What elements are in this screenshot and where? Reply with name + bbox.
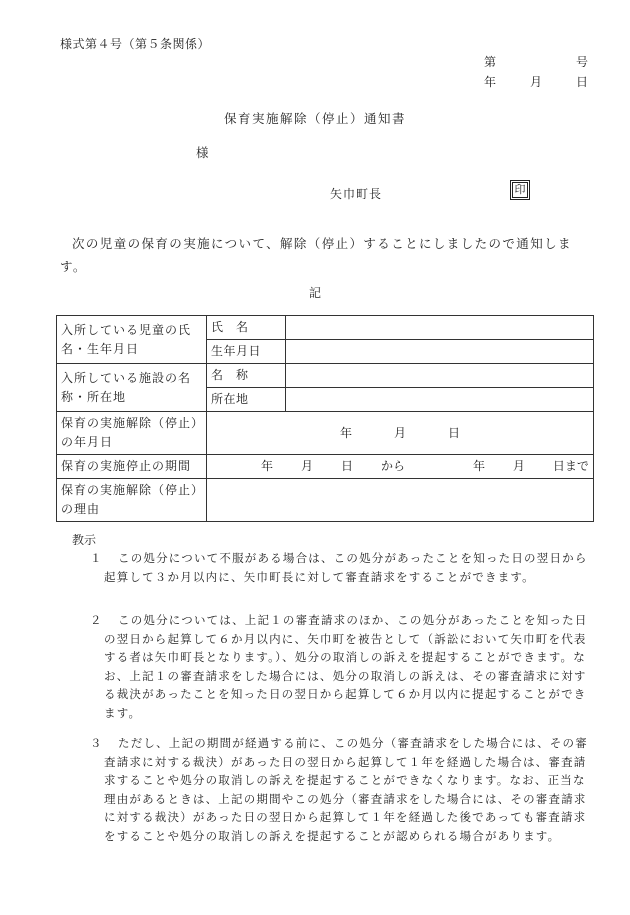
instruction-text: この処分については、上記１の審査請求のほか、この処分があったことを知った日の翌日から起算して６か月以内に、矢巾町を被告として（訴訟において矢巾町を代表する者は矢巾町長となります。）、処分の取消しの訴えを提起することができます。なお、上記１の審査請求をした場合には、処分の取消しの訴えは、その審査請求に対する裁決があったことを知った日の翌日から起算して６か月以内に提起することができます。 xyxy=(104,613,588,720)
instruction-item-1 xyxy=(90,549,588,586)
instruction-number: ２ xyxy=(90,613,103,627)
period-year-1: 年 xyxy=(261,459,274,473)
child-label: 入所している児童の氏名・生年月日 xyxy=(57,316,207,364)
ki-heading: 記 xyxy=(308,286,321,300)
table-row xyxy=(57,455,594,479)
document-title: 保育実施解除（停止）通知書 xyxy=(223,111,406,126)
issue-day: 日 xyxy=(575,75,588,89)
table-row xyxy=(57,412,594,455)
period-year-2: 年 xyxy=(472,459,485,473)
period-until: 日まで xyxy=(552,459,589,473)
issue-year: 年 xyxy=(484,75,497,89)
child-birth-value xyxy=(286,340,594,364)
reason-label: 保育の実施解除（停止）の理由 xyxy=(57,479,207,522)
release-month: 月 xyxy=(393,425,406,440)
sender: 矢巾町長 xyxy=(330,187,383,201)
release-year: 年 xyxy=(340,425,353,440)
issue-month: 月 xyxy=(529,75,542,89)
form-number: 様式第４号（第５条関係） xyxy=(60,37,211,51)
facility-label: 入所している施設の名称・所在地 xyxy=(57,364,207,412)
facility-address-label: 所在地 xyxy=(207,388,286,412)
facility-name-label: 名 称 xyxy=(207,364,286,388)
instruction-text: この処分について不服がある場合は、この処分があったことを知った日の翌日から起算して３か月以内に、矢巾町長に対して審査請求をすることができます。 xyxy=(104,551,588,584)
instruction-item-3 xyxy=(90,734,588,845)
issue-date-line xyxy=(484,73,588,90)
period-from: から xyxy=(380,459,405,473)
number-prefix: 第 xyxy=(484,55,497,69)
info-table xyxy=(56,315,594,522)
reason-value xyxy=(207,479,594,522)
release-date-value xyxy=(207,412,594,455)
number-suffix: 号 xyxy=(575,55,588,69)
addressee: 様 xyxy=(196,145,209,160)
instruction-text: ただし、上記の期間が経過する前に、この処分（審査請求をした場合には、その審査請求に対する裁決）があった日の翌日から起算して１年を経過した場合は、審査請求することや処分の取消しの訴えを提起することができなくなります。なお、正当な理由があるときは、上記の期間やこの処分（審査請求をした場合には、その審査請求に対する裁決）があった日の翌日から起算して１年を経過した後であっても審査請求をすることや処分の取消しの訴えを提起することが認められる場合があります。 xyxy=(104,736,588,843)
facility-address-value xyxy=(286,388,594,412)
document-number-line xyxy=(484,53,588,70)
child-name-value xyxy=(286,316,594,340)
period-value xyxy=(207,455,594,479)
instruction-number: ３ xyxy=(90,736,103,750)
release-date-label: 保育の実施解除（停止）の年月日 xyxy=(57,412,207,455)
facility-name-value xyxy=(286,364,594,388)
period-day-1: 日 xyxy=(340,459,353,473)
body-text: 次の児童の保育の実施について、解除（停止）することにしましたので通知します。 xyxy=(60,236,572,274)
instructions-heading: 教示 xyxy=(72,533,97,547)
table-row xyxy=(57,479,594,522)
child-name-label: 氏 名 xyxy=(207,316,286,340)
period-month-1: 月 xyxy=(300,459,313,473)
instruction-item-2 xyxy=(90,611,588,722)
child-birth-label: 生年月日 xyxy=(207,340,286,364)
seal-mark: 印 xyxy=(512,182,528,198)
release-day: 日 xyxy=(447,425,460,440)
table-row xyxy=(57,364,594,388)
instruction-number: １ xyxy=(90,551,103,565)
period-month-2: 月 xyxy=(512,459,525,473)
table-row xyxy=(57,316,594,340)
period-label: 保育の実施停止の期間 xyxy=(57,455,207,479)
